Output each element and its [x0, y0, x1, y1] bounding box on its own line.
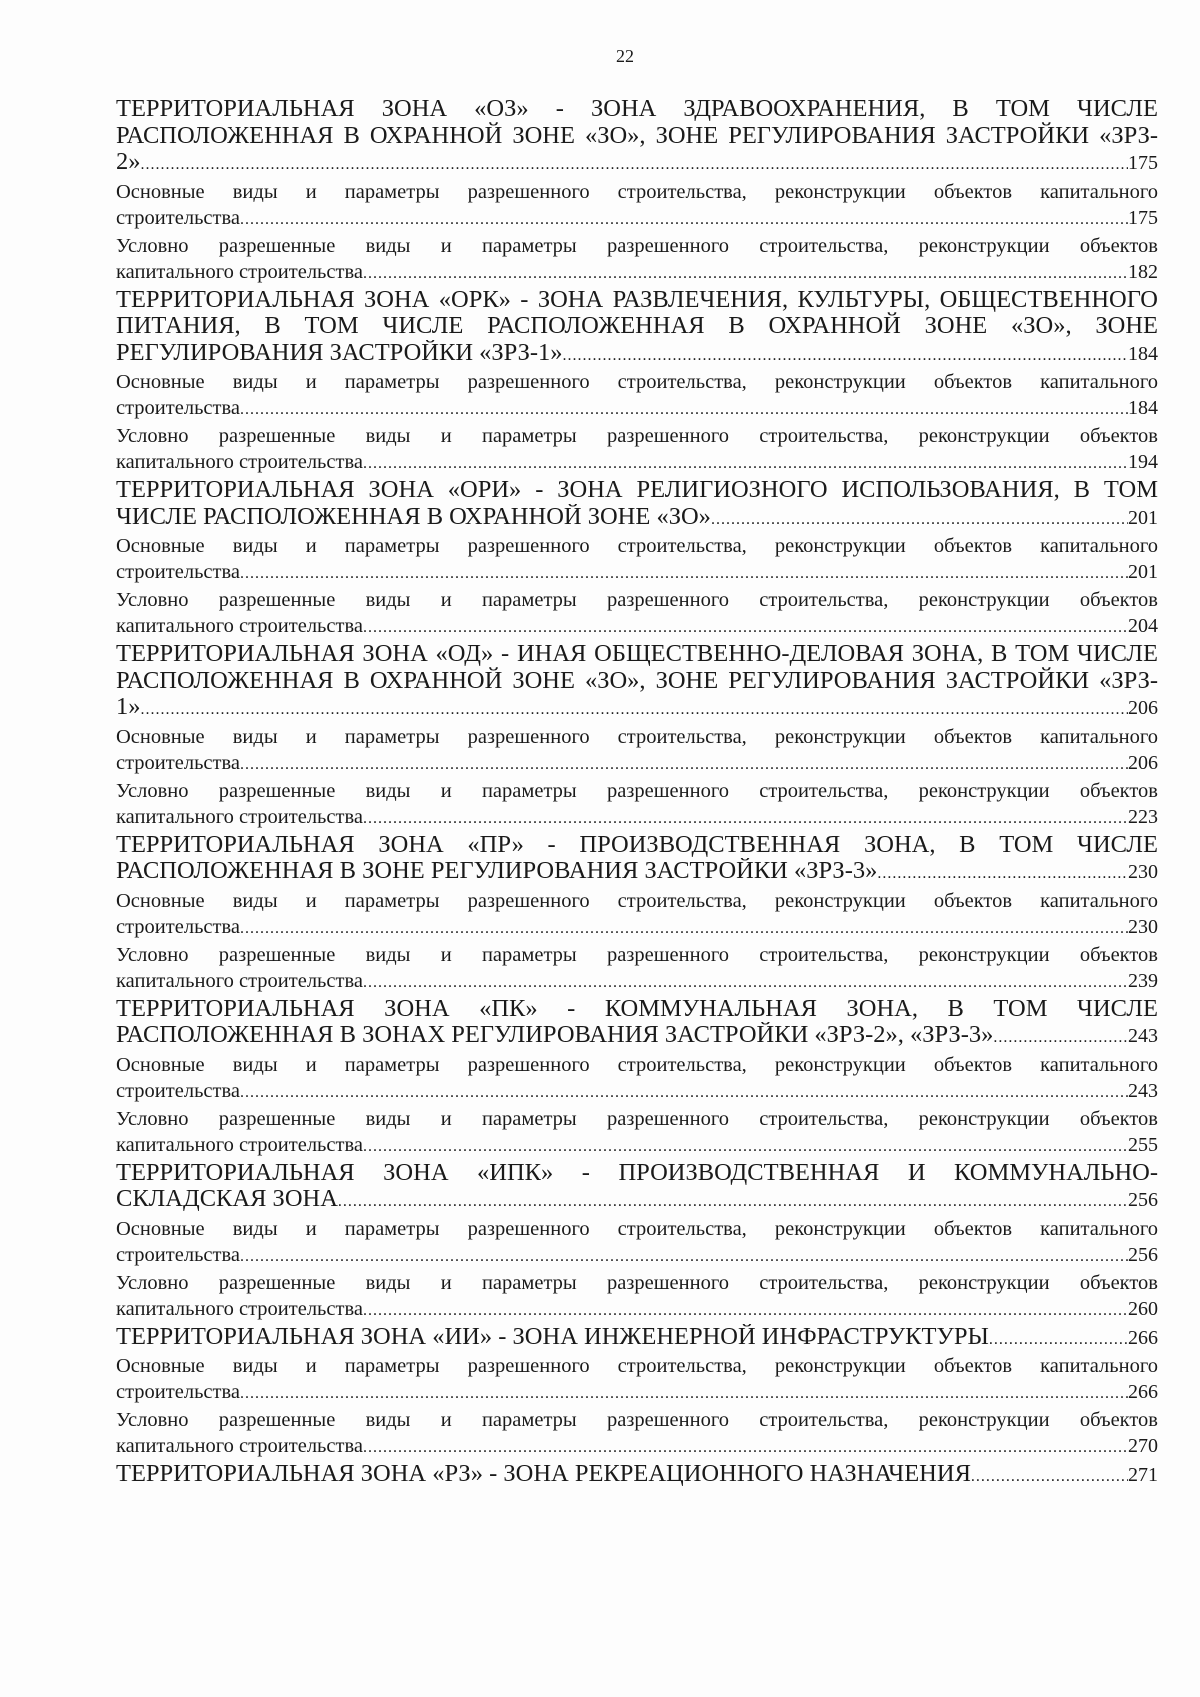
toc-subsection-entry[interactable] — [116, 942, 1158, 996]
toc-page-number: 271 — [1128, 1464, 1158, 1486]
toc-entry-title: строительства — [116, 915, 240, 938]
dot-leader — [363, 1134, 1128, 1160]
toc-entry-line: РАСПОЛОЖЕННАЯ В ОХРАННОЙ ЗОНЕ «ЗО», ЗОНЕ РЕГУЛИРОВАНИЯ ЗАСТРОЙКИ «ЗРЗ- — [116, 666, 1158, 694]
toc-zone-entry[interactable] — [116, 1160, 1158, 1216]
toc-entry-last-line — [116, 395, 1158, 423]
toc-subsection-entry[interactable] — [116, 1270, 1158, 1324]
toc-entry-last-line — [116, 858, 1158, 888]
toc-page-number: 201 — [1128, 506, 1158, 529]
toc-entry-last-line — [116, 449, 1158, 477]
dot-leader — [993, 1025, 1128, 1052]
toc-entry-line: РАСПОЛОЖЕННАЯ В ОХРАННОЙ ЗОНЕ «ЗО», ЗОНЕ РЕГУЛИРОВАНИЯ ЗАСТРОЙКИ «ЗРЗ- — [116, 121, 1158, 149]
toc-entry-last-line — [116, 1186, 1158, 1216]
toc-entry-line: ТЕРРИТОРИАЛЬНАЯ ЗОНА «ОРК» - ЗОНА РАЗВЛЕЧЕНИЯ, КУЛЬТУРЫ, ОБЩЕСТВЕННОГО — [116, 285, 1158, 313]
toc-subsection-entry[interactable] — [116, 888, 1158, 942]
toc-entry-title: капитального строительства — [116, 805, 363, 828]
dot-leader — [141, 697, 1129, 724]
toc-entry-line: ПИТАНИЯ, В ТОМ ЧИСЛЕ РАСПОЛОЖЕННАЯ В ОХРАННОЙ ЗОНЕ «ЗО», ЗОНЕ — [116, 312, 1158, 339]
toc-entry-title: капитального строительства — [116, 615, 363, 637]
toc-entry-last-line — [116, 1132, 1158, 1160]
toc-subsection-entry[interactable] — [116, 233, 1158, 287]
toc-entry-title: СКЛАДСКАЯ ЗОНА — [116, 1186, 338, 1212]
toc-page-number: 223 — [1128, 805, 1158, 828]
dot-leader — [240, 397, 1128, 423]
dot-leader — [240, 207, 1128, 233]
dot-leader — [363, 451, 1128, 477]
toc-entry-line: Основные виды и параметры разрешенного строительства, реконструкции объектов капитального — [116, 180, 1158, 203]
toc-entry-line: Основные виды и параметры разрешенного строительства, реконструкции объектов капитального — [116, 1053, 1158, 1076]
toc-entry-last-line — [116, 1433, 1158, 1461]
toc-entry-line: ТЕРРИТОРИАЛЬНАЯ ЗОНА «ИПК» - ПРОИЗВОДСТВЕННАЯ И КОММУНАЛЬНО- — [116, 1158, 1158, 1186]
toc-subsection-entry[interactable] — [116, 587, 1158, 641]
toc-entry-line: Условно разрешенные виды и параметры разрешенного строительства, реконструкции объектов — [116, 589, 1158, 611]
toc-page-number: 243 — [1128, 1079, 1158, 1102]
dot-leader — [363, 615, 1128, 641]
dot-leader — [240, 1381, 1128, 1407]
toc-entry-line: Условно разрешенные виды и параметры разрешенного строительства, реконструкции объектов — [116, 1271, 1158, 1294]
toc-entry-line: Условно разрешенные виды и параметры разрешенного строительства, реконструкции объектов — [116, 943, 1158, 966]
toc-entry-title: капитального строительства — [116, 1435, 363, 1457]
toc-zone-entry[interactable] — [116, 477, 1158, 533]
toc-subsection-entry[interactable] — [116, 179, 1158, 233]
toc-subsection-entry[interactable] — [116, 1052, 1158, 1106]
toc-page-number: 175 — [1128, 152, 1158, 174]
toc-page-number: 260 — [1128, 1297, 1158, 1320]
toc-subsection-entry[interactable] — [116, 778, 1158, 832]
toc-entry-title: 2» — [116, 149, 141, 175]
dot-leader — [338, 1189, 1128, 1216]
dot-leader — [877, 861, 1128, 888]
toc-entry-last-line — [116, 1461, 1158, 1491]
toc-subsection-entry[interactable] — [116, 423, 1158, 477]
dot-leader — [240, 1080, 1128, 1106]
dot-leader — [141, 152, 1129, 179]
toc-entry-last-line — [116, 1324, 1158, 1354]
dot-leader — [711, 507, 1128, 534]
toc-page-number: 256 — [1128, 1243, 1158, 1266]
toc-entry-line: ТЕРРИТОРИАЛЬНАЯ ЗОНА «ПР» - ПРОИЗВОДСТВЕННАЯ ЗОНА, В ТОМ ЧИСЛЕ — [116, 830, 1158, 858]
toc-page-number: 184 — [1128, 342, 1158, 365]
toc-page-number: 175 — [1128, 206, 1158, 229]
toc-entry-title: строительства — [116, 397, 240, 419]
toc-entry-title: РЕГУЛИРОВАНИЯ ЗАСТРОЙКИ «ЗРЗ-1» — [116, 339, 563, 366]
toc-subsection-entry[interactable] — [116, 1407, 1158, 1461]
toc-zone-entry[interactable] — [116, 996, 1158, 1052]
toc-entry-line: Основные виды и параметры разрешенного строительства, реконструкции объектов капитального — [116, 889, 1158, 912]
toc-page-number: 243 — [1128, 1025, 1158, 1047]
toc-entry-last-line — [116, 504, 1158, 534]
page-number: 22 — [616, 46, 634, 66]
toc-entry-line: ТЕРРИТОРИАЛЬНАЯ ЗОНА «ОЗ» - ЗОНА ЗДРАВООХРАНЕНИЯ, В ТОМ ЧИСЛЕ — [116, 95, 1158, 122]
dot-leader — [971, 1464, 1128, 1491]
toc-entry-line: Условно разрешенные виды и параметры разрешенного строительства, реконструкции объектов — [116, 779, 1158, 802]
toc-entry-line: Основные виды и параметры разрешенного строительства, реконструкции объектов капитального — [116, 725, 1158, 748]
toc-zone-entry[interactable] — [116, 287, 1158, 370]
toc-zone-entry[interactable] — [116, 96, 1158, 179]
toc-entry-title: строительства — [116, 1381, 240, 1403]
toc-page-number: 266 — [1128, 1381, 1158, 1403]
toc-subsection-entry[interactable] — [116, 533, 1158, 587]
toc-entry-title: ТЕРРИТОРИАЛЬНАЯ ЗОНА «ИИ» - ЗОНА ИНЖЕНЕРНОЙ ИНФРАСТРУКТУРЫ — [116, 1323, 989, 1350]
toc-entry-line: ТЕРРИТОРИАЛЬНАЯ ЗОНА «ОРИ» - ЗОНА РЕЛИГИОЗНОГО ИСПОЛЬЗОВАНИЯ, В ТОМ — [116, 476, 1158, 503]
toc-entry-line: ТЕРРИТОРИАЛЬНАЯ ЗОНА «ПК» - КОММУНАЛЬНАЯ ЗОНА, В ТОМ ЧИСЛЕ — [116, 994, 1158, 1022]
toc-entry-line: Основные виды и параметры разрешенного строительства, реконструкции объектов капитального — [116, 1217, 1158, 1240]
toc-entry-last-line — [116, 149, 1158, 179]
toc-entry-title: капитального строительства — [116, 1297, 363, 1320]
dot-leader — [363, 970, 1128, 996]
dot-leader — [240, 1244, 1128, 1270]
dot-leader — [363, 1435, 1128, 1461]
table-of-contents — [116, 96, 1158, 1491]
toc-entry-line: Условно разрешенные виды и параметры разрешенного строительства, реконструкции объектов — [116, 234, 1158, 257]
toc-zone-entry[interactable] — [116, 832, 1158, 888]
toc-entry-title: 1» — [116, 694, 141, 720]
toc-entry-last-line — [116, 968, 1158, 996]
toc-zone-entry[interactable] — [116, 641, 1158, 724]
toc-entry-last-line — [116, 613, 1158, 641]
toc-entry-last-line — [116, 914, 1158, 942]
toc-subsection-entry[interactable] — [116, 724, 1158, 778]
toc-entry-last-line — [116, 559, 1158, 587]
toc-entry-last-line — [116, 1379, 1158, 1407]
toc-entry-last-line — [116, 1022, 1158, 1052]
toc-entry-title: строительства — [116, 1079, 240, 1102]
toc-subsection-entry[interactable] — [116, 1106, 1158, 1160]
toc-entry-line: Условно разрешенные виды и параметры разрешенного строительства, реконструкции объектов — [116, 1107, 1158, 1130]
toc-subsection-entry[interactable] — [116, 1353, 1158, 1407]
toc-page-number: 201 — [1128, 561, 1158, 583]
toc-entry-title: ЧИСЛЕ РАСПОЛОЖЕННАЯ В ОХРАННОЙ ЗОНЕ «ЗО» — [116, 503, 711, 530]
toc-zone-entry[interactable] — [116, 1461, 1158, 1491]
toc-entry-title: капитального строительства — [116, 1133, 363, 1156]
toc-entry-last-line — [116, 804, 1158, 832]
toc-entry-last-line — [116, 205, 1158, 233]
toc-page-number: 230 — [1128, 861, 1158, 883]
toc-page-number: 206 — [1128, 697, 1158, 719]
dot-leader — [363, 261, 1128, 287]
toc-page-number: 239 — [1128, 969, 1158, 992]
toc-page-number: 182 — [1128, 260, 1158, 283]
toc-entry-last-line — [116, 1242, 1158, 1270]
dot-leader — [240, 752, 1128, 778]
toc-entry-last-line — [116, 1296, 1158, 1324]
toc-subsection-entry[interactable] — [116, 369, 1158, 423]
dot-leader — [363, 1298, 1128, 1324]
toc-entry-title: строительства — [116, 561, 240, 583]
toc-entry-last-line — [116, 750, 1158, 778]
toc-entry-line: ТЕРРИТОРИАЛЬНАЯ ЗОНА «ОД» - ИНАЯ ОБЩЕСТВЕННО-ДЕЛОВАЯ ЗОНА, В ТОМ ЧИСЛЕ — [116, 640, 1158, 667]
toc-entry-line: Условно разрешенные виды и параметры разрешенного строительства, реконструкции объектов — [116, 1409, 1158, 1431]
toc-entry-title: капитального строительства — [116, 260, 363, 283]
toc-entry-title: строительства — [116, 1243, 240, 1266]
toc-page-number: 255 — [1128, 1133, 1158, 1156]
dot-leader — [563, 343, 1128, 370]
toc-page-number: 230 — [1128, 915, 1158, 938]
dot-leader — [240, 561, 1128, 587]
toc-page-number: 194 — [1128, 451, 1158, 473]
toc-entry-title: строительства — [116, 751, 240, 774]
toc-entry-last-line — [116, 259, 1158, 287]
toc-entry-title: капитального строительства — [116, 969, 363, 992]
toc-entry-line: Основные виды и параметры разрешенного строительства, реконструкции объектов капитального — [116, 371, 1158, 393]
dot-leader — [363, 806, 1128, 832]
toc-page-number: 266 — [1128, 1326, 1158, 1349]
toc-page-number: 270 — [1128, 1435, 1158, 1457]
toc-entry-title: строительства — [116, 206, 240, 229]
toc-entry-title: РАСПОЛОЖЕННАЯ В ЗОНЕ РЕГУЛИРОВАНИЯ ЗАСТРОЙКИ «ЗРЗ-3» — [116, 858, 878, 884]
toc-entry-last-line — [116, 694, 1158, 724]
toc-page-number: 184 — [1128, 397, 1158, 419]
toc-page-number: 206 — [1128, 751, 1158, 774]
toc-page-number: 204 — [1128, 615, 1158, 637]
toc-entry-title: ТЕРРИТОРИАЛЬНАЯ ЗОНА «РЗ» - ЗОНА РЕКРЕАЦИОННОГО НАЗНАЧЕНИЯ — [116, 1461, 971, 1487]
toc-entry-line: Основные виды и параметры разрешенного строительства, реконструкции объектов капитального — [116, 535, 1158, 557]
toc-subsection-entry[interactable] — [116, 1216, 1158, 1270]
toc-entry-title: РАСПОЛОЖЕННАЯ В ЗОНАХ РЕГУЛИРОВАНИЯ ЗАСТРОЙКИ «ЗРЗ-2», «ЗРЗ-3» — [116, 1022, 994, 1048]
toc-entry-last-line — [116, 1078, 1158, 1106]
dot-leader — [240, 916, 1128, 942]
toc-page-number: 256 — [1128, 1189, 1158, 1211]
toc-entry-last-line — [116, 340, 1158, 370]
toc-entry-title: капитального строительства — [116, 451, 363, 473]
dot-leader — [989, 1327, 1128, 1354]
toc-zone-entry[interactable] — [116, 1324, 1158, 1354]
toc-entry-line: Основные виды и параметры разрешенного строительства, реконструкции объектов капитального — [116, 1355, 1158, 1377]
toc-entry-line: Условно разрешенные виды и параметры разрешенного строительства, реконструкции объектов — [116, 425, 1158, 447]
